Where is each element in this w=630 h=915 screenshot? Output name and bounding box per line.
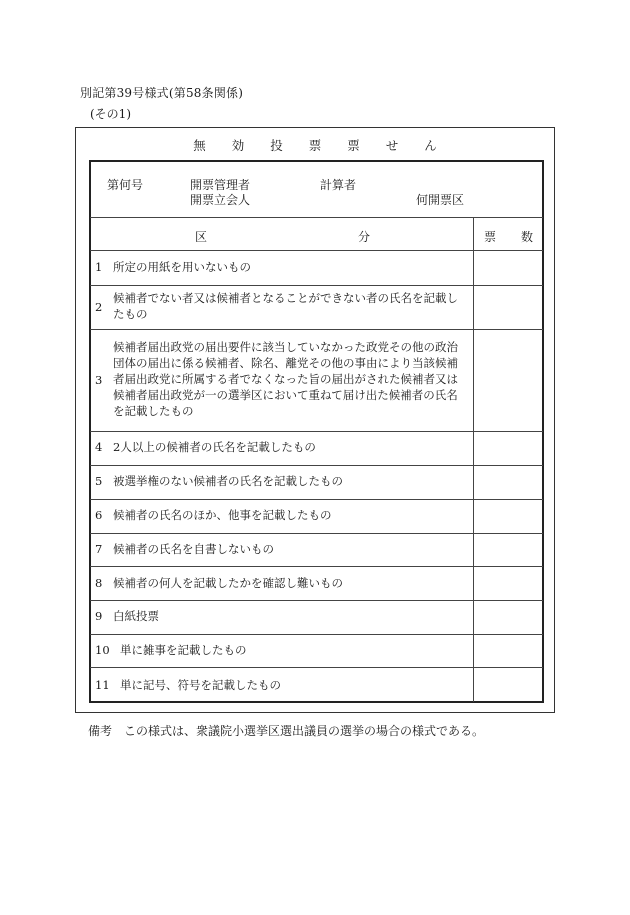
row-text: 団体の届出に係る候補者、除名、離党その他の事由により当該候補 — [113, 356, 458, 370]
row-number: 1 — [95, 260, 103, 274]
remark-note: 備考 この様式は、衆議院小選挙区選出議員の選挙の場合の様式である。 — [88, 724, 485, 738]
rule-row-8 — [90, 600, 543, 601]
row-number: 7 — [95, 542, 103, 556]
witness-label: 開票立会人 — [190, 193, 251, 207]
row-text: たもの — [113, 307, 148, 321]
row-text: を記載したもの — [113, 404, 194, 418]
form-heading: 別記第39号様式(第58条関係) — [80, 86, 244, 100]
rule-header-bottom — [90, 250, 543, 251]
header-category-char-1: 区 — [195, 230, 208, 244]
row-number: 4 — [95, 440, 103, 454]
row-text: 候補者の何人を記載したかを確認し難いもの — [113, 576, 343, 590]
row-text: 候補者届出政党が一の選挙区において重ねて届け出た候補者の氏名 — [113, 388, 458, 402]
rule-row-3 — [90, 431, 543, 432]
row-text: 候補者の氏名を自書しないもの — [113, 542, 274, 556]
header-category-char-2: 分 — [358, 230, 371, 244]
rule-info-bottom — [90, 217, 543, 218]
row-number: 8 — [95, 576, 103, 590]
row-number: 10 — [95, 643, 110, 657]
counting-manager-label: 開票管理者 — [190, 178, 251, 192]
row-text: 白紙投票 — [113, 609, 159, 623]
calculator-label: 計算者 — [320, 178, 357, 192]
row-text: 単に記号、符号を記載したもの — [120, 678, 281, 692]
row-text: 候補者届出政党の届出要件に該当していなかった政党その他の政治 — [113, 340, 458, 354]
vote-number-label: 第何号 — [107, 178, 144, 192]
row-text: 所定の用紙を用いないもの — [113, 260, 251, 274]
row-text: 者届出政党に所属する者でなくなった旨の届出がされた候補者又は — [113, 372, 458, 386]
form-title: 無 効 投 票 票 せ ん — [193, 138, 437, 153]
row-text: 候補者でない者又は候補者となることができない者の氏名を記載し — [113, 291, 458, 305]
row-number: 5 — [95, 474, 103, 488]
row-number: 3 — [95, 373, 103, 387]
row-text: 2人以上の候補者の氏名を記載したもの — [113, 440, 316, 454]
rule-row-2 — [90, 329, 543, 330]
rule-row-6 — [90, 533, 543, 534]
rule-row-1 — [90, 285, 543, 286]
rule-row-7 — [90, 566, 543, 567]
rule-row-9 — [90, 634, 543, 635]
form-subheading: (その1) — [90, 107, 131, 121]
row-text: 候補者の氏名のほか、他事を記載したもの — [113, 508, 332, 522]
row-number: 9 — [95, 609, 103, 623]
rule-row-4 — [90, 465, 543, 466]
rule-row-5 — [90, 499, 543, 500]
row-text: 単に雑事を記載したもの — [120, 643, 247, 657]
row-text: 被選挙権のない候補者の氏名を記載したもの — [113, 474, 343, 488]
row-number: 6 — [95, 508, 103, 522]
district-label: 何開票区 — [416, 193, 465, 207]
rule-row-10 — [90, 667, 543, 668]
row-number: 11 — [95, 678, 110, 692]
row-number: 2 — [95, 300, 103, 314]
count-column-divider — [473, 218, 474, 702]
header-count-char-2: 数 — [521, 230, 534, 244]
header-count-char-1: 票 — [484, 230, 497, 244]
